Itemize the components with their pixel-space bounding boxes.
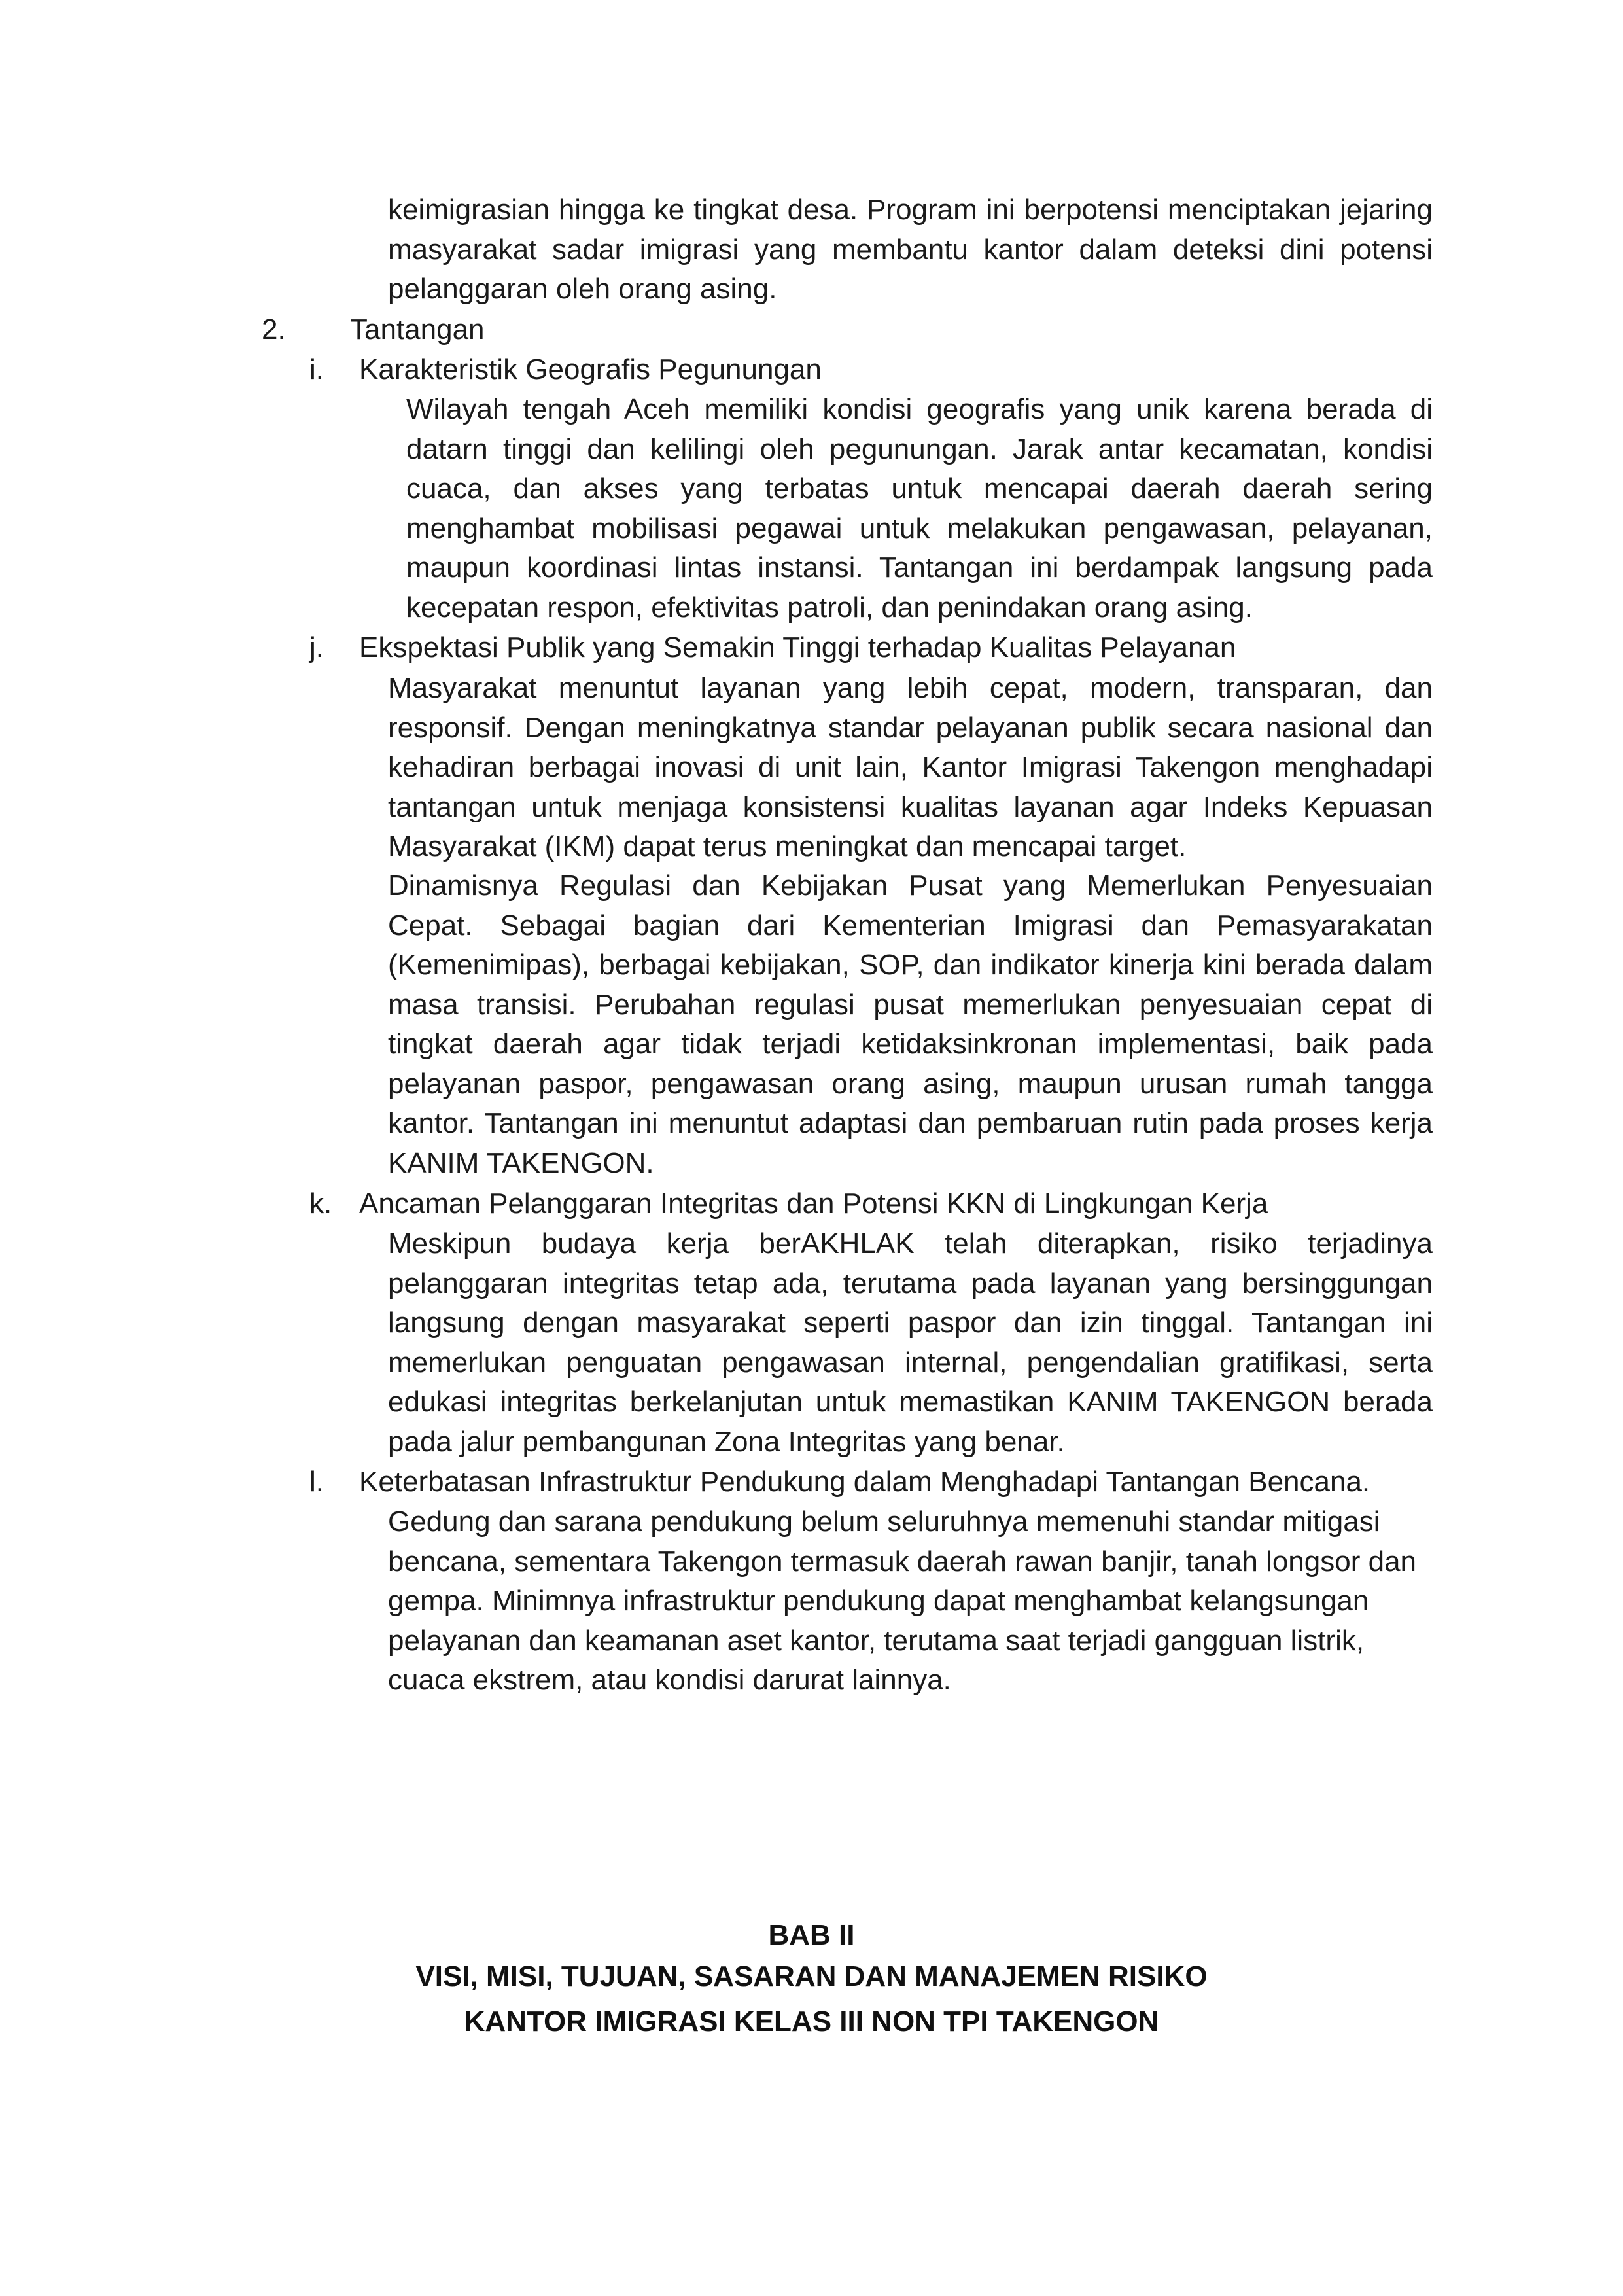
- chapter-label: BAB II: [768, 1919, 855, 1951]
- chapter-title-line-1: VISI, MISI, TUJUAN, SASARAN DAN MANAJEMEN RISIKO: [415, 1960, 1208, 1992]
- chapter-title-line-2: KANTOR IMIGRASI KELAS III NON TPI TAKENGON: [464, 2005, 1159, 2038]
- item-l-title: Keterbatasan Infrastruktur Pendukung dalam Menghadapi Tantangan Bencana.: [359, 1466, 1370, 1498]
- item-i-marker: i.: [309, 353, 324, 385]
- item-j-title: Ekspektasi Publik yang Semakin Tinggi terhadap Kualitas Pelayanan: [359, 631, 1236, 663]
- item-j-paragraph-2: Dinamisnya Regulasi dan Kebijakan Pusat yang Memerlukan Penyesuaian Cepat. Sebagai bagian dari Kementerian Imigrasi dan Pemasyarakatan (Kemenimipas), berbagai kebijakan, SOP, dan indikator kinerja kini berada dalam masa transisi. Perubahan regulasi pusat memerlukan penyesuaian cepat di tingkat daerah agar tidak terjadi ketidaksinkronan implementasi, baik pada pelayanan paspor, pengawasan orang asing, maupun urusan rumah tangga kantor. Tantangan ini menuntut adaptasi dan pembaruan rutin pada proses kerja KANIM TAKENGON.: [388, 870, 1433, 1179]
- item-l-marker: l.: [309, 1466, 324, 1498]
- item-i-paragraph: Wilayah tengah Aceh memiliki kondisi geografis yang unik karena berada di datarn tinggi dan kelilingi oleh pegunungan. Jarak antar kecamatan, kondisi cuaca, dan akses yang terbatas untuk mencapai daerah daerah sering menghambat mobilisasi pegawai untuk melakukan pengawasan, pelayanan, maupun koordinasi lintas instansi. Tantangan ini berdampak langsung pada kecepatan respon, efektivitas patroli, dan penindakan orang asing.: [406, 393, 1433, 624]
- item-j-paragraph-1: Masyarakat menuntut layanan yang lebih cepat, modern, transparan, dan responsif. Dengan meningkatnya standar pelayanan publik secara nasional dan kehadiran berbagai inovasi di unit lain, Kantor Imigrasi Takengon menghadapi tantangan untuk menjaga konsistensi kualitas layanan agar Indeks Kepuasan Masyarakat (IKM) dapat terus meningkat dan mencapai target.: [388, 672, 1433, 862]
- item-k-paragraph: Meskipun budaya kerja berAKHLAK telah diterapkan, risiko terjadinya pelanggaran integritas tetap ada, terutama pada layanan yang bersinggungan langsung dengan masyarakat seperti paspor dan izin tinggal. Tantangan ini memerlukan penguatan pengawasan internal, pengendalian gratifikasi, serta edukasi integritas berkelanjutan untuk memastikan KANIM TAKENGON berada pada jalur pembangunan Zona Integritas yang benar.: [388, 1227, 1433, 1458]
- intro-paragraph: keimigrasian hingga ke tingkat desa. Program ini berpotensi menciptakan jejaring masyarakat sadar imigrasi yang membantu kantor dalam deteksi dini potensi pelanggaran oleh orang asing.: [388, 194, 1433, 305]
- item-l-paragraph: Gedung dan sarana pendukung belum seluruhnya memenuhi standar mitigasi bencana, sementara Takengon termasuk daerah rawan banjir, tanah longsor dan gempa. Minimnya infrastruktur pendukung dapat menghambat kelangsungan pelayanan dan keamanan aset kantor, terutama saat terjadi gangguan listrik, cuaca ekstrem, atau kondisi darurat lainnya.: [388, 1506, 1417, 1696]
- item-j-marker: j.: [309, 631, 324, 663]
- item-k-marker: k.: [309, 1188, 332, 1220]
- section-title: Tantangan: [350, 313, 485, 345]
- item-k-title: Ancaman Pelanggaran Integritas dan Potensi KKN di Lingkungan Kerja: [359, 1188, 1268, 1220]
- section-number: 2.: [262, 313, 286, 345]
- item-i-title: Karakteristik Geografis Pegunungan: [359, 353, 822, 385]
